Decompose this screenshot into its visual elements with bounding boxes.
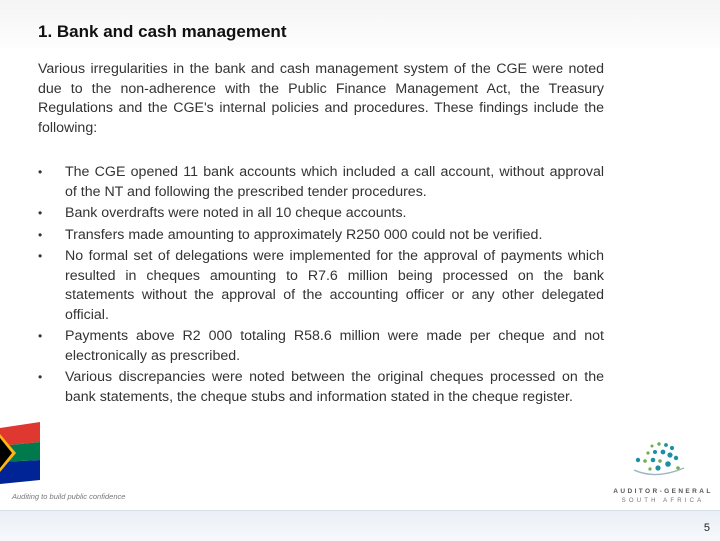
intro-paragraph: Various irregularities in the bank and cash management system of the CGE were noted due to the non-adherence with the Public Finance Management Act, the Treasury Regulations and the CGE's internal policies and procedures. These findings include the following: — [38, 61, 604, 136]
list-item — [38, 327, 604, 366]
bullet-glyph: • — [38, 329, 43, 343]
list-item-text: No formal set of delegations were implemented for the approval of payments which resulted in cheques amounting to R7.6 million being processed on the bank statements without the approval of the accounting officer or any other delegated official. — [65, 248, 604, 323]
list-item-text: Payments above R2 000 totaling R58.6 million were made per cheque and not electronically as prescribed. — [65, 328, 604, 364]
slide-title: 1. Bank and cash management — [38, 22, 287, 41]
list-item-text: Various discrepancies were noted between the original cheques processed on the bank statements, the cheque stubs and information stated in the cheque register. — [65, 369, 604, 405]
bullet-glyph: • — [38, 227, 43, 242]
list-item — [38, 204, 604, 224]
list-item — [38, 247, 604, 325]
footer-motto: Auditing to build public confidence — [12, 492, 126, 501]
org-name-line2: SOUTH AFRICA — [621, 498, 705, 504]
bullet-glyph: • — [38, 370, 43, 384]
page-number: 5 — [703, 522, 710, 534]
list-item-text: Bank overdrafts were noted in all 10 cheque accounts. — [65, 205, 407, 221]
list-item — [38, 226, 604, 246]
bullet-glyph: • — [38, 206, 43, 220]
list-item-text: Transfers made amounting to approximately R250 000 could not be verified. — [65, 226, 543, 243]
south-africa-flag-icon — [0, 422, 40, 484]
list-item — [38, 368, 604, 407]
bullet-glyph: • — [38, 249, 43, 263]
bullet-glyph: • — [38, 165, 43, 179]
list-item — [38, 163, 604, 202]
org-name-line1: AUDITOR-GENERAL — [613, 488, 713, 495]
footer-bar — [0, 510, 720, 541]
findings-list — [38, 163, 604, 409]
list-item-text: The CGE opened 11 bank accounts which included a call account, without approval of the NT and following the prescribed tender procedures. — [65, 164, 604, 200]
